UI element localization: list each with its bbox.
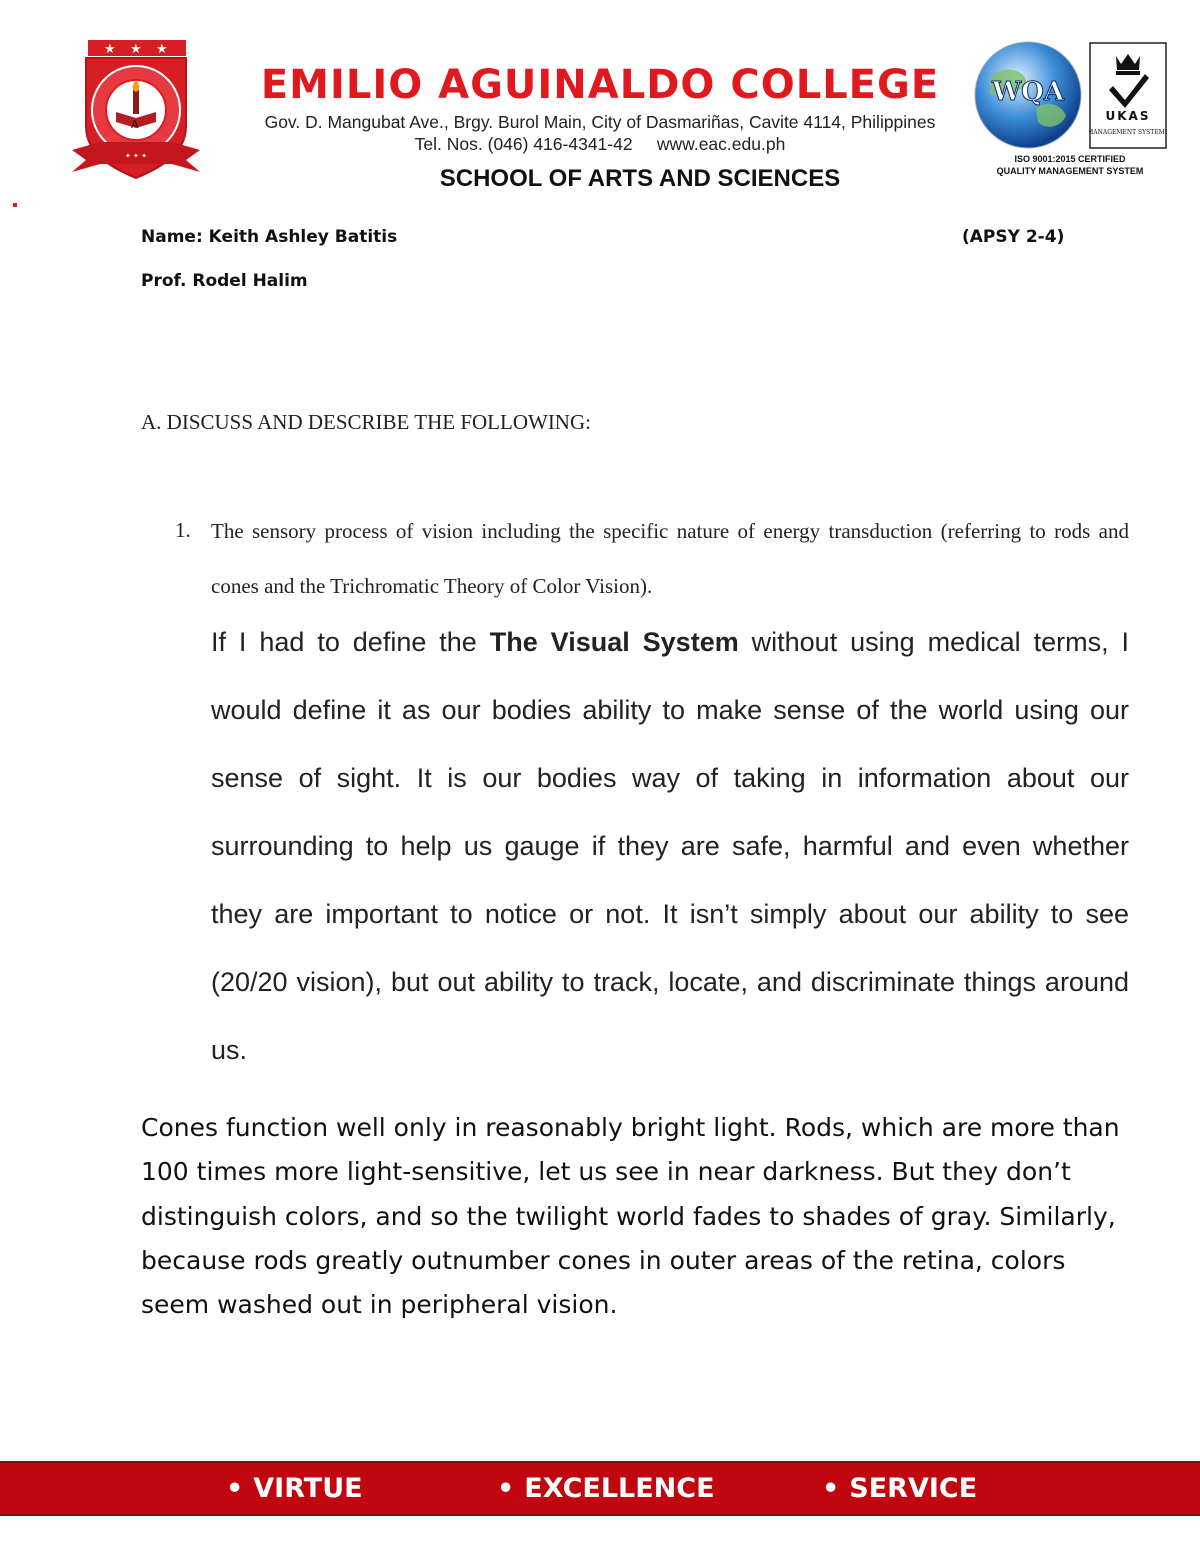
- answer-intro: If I had to define the: [211, 627, 490, 657]
- question-text: The sensory process of vision including the specific nature of energy transduction (referring to rods and cones and the Trichromatic Theory of Color Vision).: [211, 519, 1129, 598]
- quality-system-text: QUALITY MANAGEMENT SYSTEM: [996, 166, 1144, 176]
- svg-text:★: ★: [130, 42, 142, 57]
- answer-bold-term: The Visual System: [489, 627, 739, 657]
- svg-text:✦ ✦ ✦: ✦ ✦ ✦: [124, 152, 148, 160]
- motto-label: EXCELLENCE: [524, 1473, 715, 1504]
- section-code: (APSY 2-4): [962, 227, 1065, 247]
- motto-virtue: [226, 1473, 363, 1504]
- answer-paragraph: [211, 608, 1129, 1084]
- crest-letter: A: [131, 118, 139, 131]
- section-heading: A. DISCUSS AND DESCRIBE THE FOLLOWING:: [141, 410, 591, 434]
- school-name: SCHOOL OF ARTS AND SCIENCES: [439, 165, 841, 192]
- college-crest-logo: [70, 38, 202, 186]
- student-name: Name: Keith Ashley Batitis: [141, 227, 398, 247]
- answer-body: without using medical terms, I would define it as our bodies ability to make sense of the world using our sense of sight. It is our bodies way of taking in information about our surrounding to help us gauge if they are safe, harmful and even whether they are important to notice or not. It isn’t simply about our ability to see (20/20 vision), but out ability to track, locate, and discriminate things around us.: [211, 627, 1129, 1065]
- motto-label: SERVICE: [849, 1473, 978, 1504]
- iso-certification-text: ISO 9001:2015 CERTIFIED: [1014, 154, 1126, 164]
- college-name: EMILIO AGUINALDO COLLEGE: [260, 62, 940, 108]
- wqa-globe-logo: [972, 38, 1084, 152]
- bullet-icon: •: [226, 1473, 244, 1504]
- footer-motto-band: [0, 1461, 1200, 1516]
- svg-text:★: ★: [104, 42, 116, 57]
- svg-text:★: ★: [156, 42, 168, 57]
- ukas-certification-logo: [1089, 42, 1167, 149]
- ukas-sublabel: MANAGEMENT SYSTEMS: [1089, 129, 1167, 136]
- college-address: Gov. D. Mangubat Ave., Brgy. Burol Main, City of Dasmariñas, Cavite 4114, Philippines: [264, 112, 936, 132]
- wqa-label: WQA: [991, 77, 1065, 107]
- ukas-label: UKAS: [1105, 109, 1151, 123]
- motto-label: VIRTUE: [253, 1473, 363, 1504]
- bullet-icon: •: [822, 1473, 840, 1504]
- motto-excellence: [497, 1473, 715, 1504]
- cones-rods-paragraph: Cones function well only in reasonably bright light. Rods, which are more than 100 times more light-sensitive, let us see in near darkness. But they don’t distinguish colors, and so the twilight world fades to shades of gray. Similarly, because rods greatly outnumber cones in outer areas of the retina, colors seem washed out in peripheral vision.: [141, 1113, 1120, 1320]
- motto-service: [822, 1473, 977, 1504]
- question-number: 1.: [175, 518, 191, 542]
- bullet-icon: •: [497, 1473, 515, 1504]
- margin-mark: [13, 203, 17, 207]
- college-contact: Tel. Nos. (046) 416-4341-42 www.eac.edu.ph: [414, 134, 786, 154]
- professor-name: Prof. Rodel Halim: [141, 271, 308, 291]
